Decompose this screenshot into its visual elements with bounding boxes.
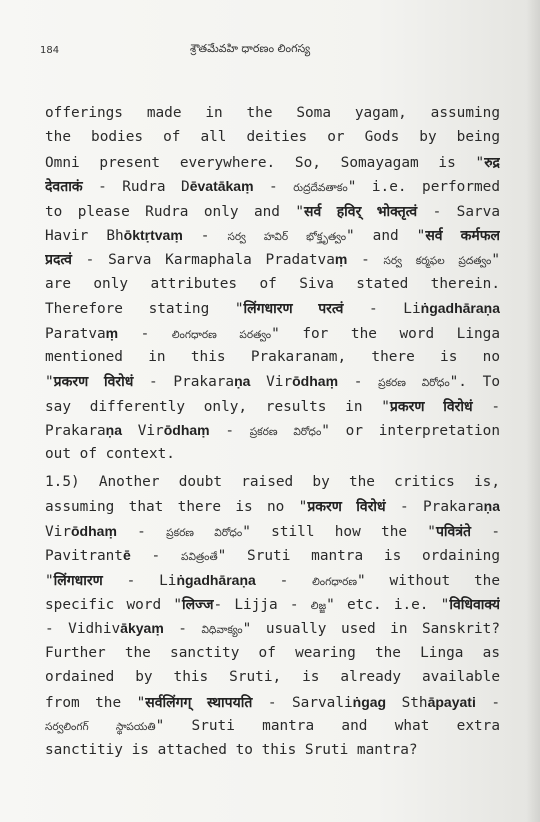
text-line: say differently only, results in "प्रकरण विरोधं -: [45, 397, 500, 415]
page-number: 184: [40, 45, 60, 56]
text-line: "लिंगधारण - Liṅgadhāraṇa - లింగధారణ" without the: [45, 571, 500, 589]
text-line: the bodies of all deities or Gods by being: [45, 129, 500, 146]
text-line: offerings made in the Soma yagam, assuming: [45, 105, 500, 121]
text-line: Omni present everywhere. So, Somayagam is "रुद्र: [45, 153, 500, 171]
text-line: Prakaraṇa Virōdhaṃ - ప్రకరణ విరోధం" or interpretation: [45, 422, 500, 440]
text-line: Virōdhaṃ - ప్రకరణ విరోధం" still how the "पवित्रंते -: [45, 522, 500, 540]
text-line: sanctitiy is attached to this Sruti mantra?: [45, 742, 418, 759]
running-title: శ్రౌతమేవహి ధారణం లింగస్య: [190, 42, 311, 55]
page-header: [40, 42, 500, 60]
text-line: Therefore stating "लिंगधारण परत्वं - Liṅgadhāraṇa: [45, 300, 500, 318]
page-edge-shadow: [526, 0, 540, 822]
text-line: specific word "लिज्ज- Lijja - లిజ్జ" etc. i.e. "विधिवाक्यं: [45, 595, 500, 613]
text-line: to please Rudra only and "सर्व हविर् भोक्तृत्वं - Sarva: [45, 202, 500, 220]
text-line: "प्रकरण विरोधं - Prakaraṇa Virōdhaṃ - ప్రకరణ విరోధం". To: [45, 373, 500, 391]
text-line: देवताकं - Rudra Dēvatākaṃ - రుద్రదేవతాకం" i.e. performed: [45, 178, 500, 196]
text-line: out of context.: [45, 446, 175, 463]
paragraph-2: [45, 470, 500, 763]
text-line: 1.5) Another doubt raised by the critics is,: [45, 474, 500, 490]
text-line: ordained by this Sruti, is already available: [45, 669, 500, 686]
text-line: Pavitrantē - పవిత్రంతే" Sruti mantra is ordaining: [45, 547, 500, 565]
text-line: प्रदत्वं - Sarva Karmaphala Pradatvaṃ - సర్వ కర్మఫల ప్రదత్వం": [45, 251, 500, 269]
text-line: Further the sanctity of wearing the Linga as: [45, 644, 500, 661]
text-line: are only attributes of Siva stated therein.: [45, 275, 500, 292]
text-line: assuming that there is no "प्रकरण विरोधं - Prakaraṇa: [45, 498, 500, 516]
text-line: Havir Bhōktṛtvaṃ - సర్వ హవిర్ భోక్తృత్వం" and "सर्व कर्मफल: [45, 226, 500, 244]
paragraph-1: [45, 101, 500, 467]
text-line: from the "सर्वलिंगग् स्थापयति - Sarvaliṅgag Sthāpayati -: [45, 693, 500, 711]
text-line: సర్వలింగగ్ స్థాపయతి" Sruti mantra and what extra: [45, 717, 500, 734]
text-line: mentioned in this Prakaranam, there is no: [45, 348, 500, 365]
text-line: Paratvaṃ - లింగధారణ పరత్వం" for the word Linga: [45, 324, 500, 342]
text-line: - Vidhivākyaṃ - విధివాక్యం" usually used in Sanskrit?: [45, 620, 500, 638]
